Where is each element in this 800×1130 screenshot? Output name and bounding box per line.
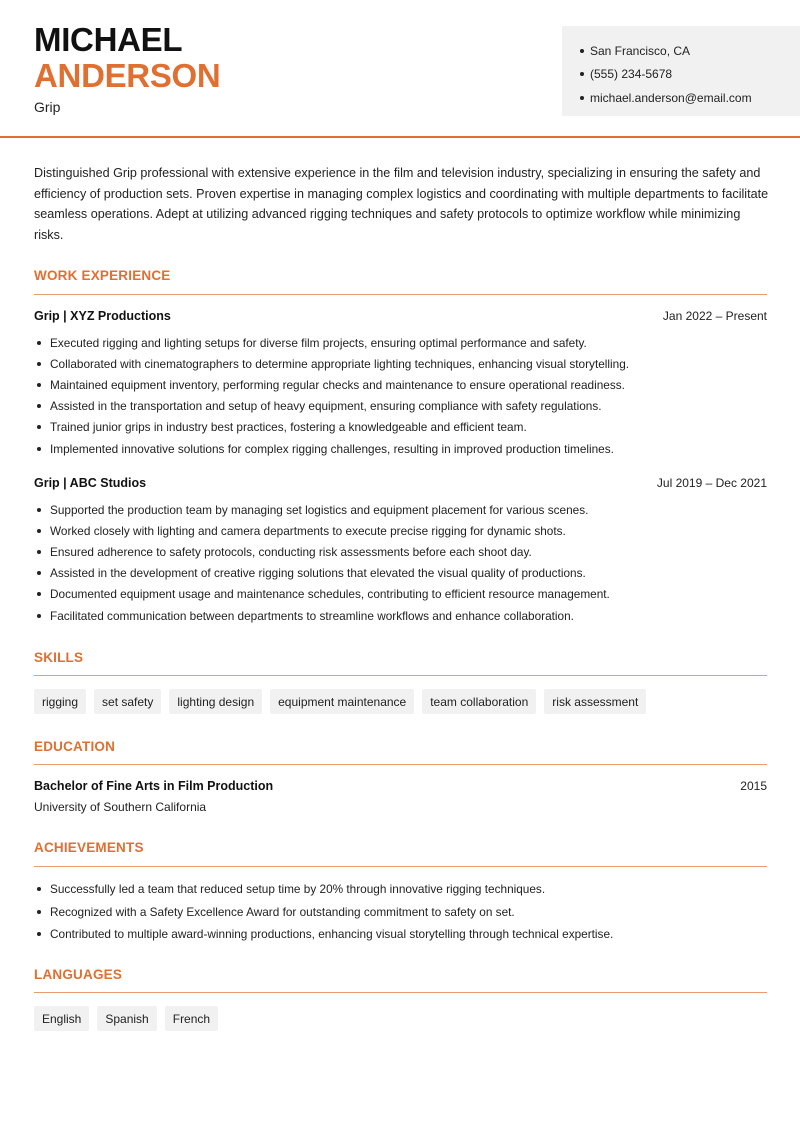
list-item: Executed rigging and lighting setups for diverse film projects, ensuring optimal performance and safety. — [34, 332, 774, 353]
section-divider — [34, 294, 767, 295]
bullet-icon — [580, 72, 584, 76]
last-name: ANDERSON — [34, 57, 221, 94]
skill-tag: rigging — [34, 689, 86, 714]
list-item: Assisted in the development of creative rigging solutions that elevated the visual quality of productions. — [34, 563, 774, 584]
list-item: Maintained equipment inventory, performing regular checks and maintenance to ensure operational readiness. — [34, 374, 774, 395]
job-bullets — [34, 332, 774, 459]
bullet-icon — [37, 404, 41, 408]
language-tag: English — [34, 1006, 89, 1031]
section-title-languages: LANGUAGES — [34, 967, 123, 982]
list-item: Implemented innovative solutions for complex rigging challenges, resulting in improved production timelines. — [34, 438, 774, 459]
job-date: Jul 2019 – Dec 2021 — [656, 476, 767, 490]
skill-tag: team collaboration — [422, 689, 536, 714]
bullet-icon — [37, 447, 41, 451]
section-title-achievements: ACHIEVEMENTS — [34, 840, 144, 855]
contact-location: San Francisco, CA — [580, 39, 800, 63]
section-title-work: WORK EXPERIENCE — [34, 268, 171, 283]
first-name: MICHAEL — [34, 21, 183, 58]
bullet-icon — [37, 910, 41, 914]
bullet-icon — [580, 96, 584, 100]
list-item: Trained junior grips in industry best practices, fostering a knowledgeable and efficient team. — [34, 417, 774, 438]
bullet-icon — [37, 425, 41, 429]
bullet-icon — [580, 49, 584, 53]
school-name: University of Southern California — [34, 800, 207, 814]
bullet-icon — [37, 614, 41, 618]
list-item: Assisted in the transportation and setup of heavy equipment, ensuring compliance with safety regulations. — [34, 396, 774, 417]
bullet-icon — [37, 362, 41, 366]
job-role: Grip | ABC Studios — [34, 476, 147, 490]
contact-box — [562, 26, 800, 116]
bullet-icon — [37, 383, 41, 387]
section-divider — [34, 764, 767, 765]
list-item: Successfully led a team that reduced setup time by 20% through innovative rigging techniques. — [34, 878, 774, 901]
list-item: Recognized with a Safety Excellence Award for outstanding commitment to safety on set. — [34, 901, 774, 924]
job-bullets — [34, 499, 774, 626]
skill-tag: equipment maintenance — [270, 689, 414, 714]
candidate-name — [34, 22, 220, 94]
bullet-icon — [37, 932, 41, 936]
job-title: Grip — [34, 99, 61, 115]
achievement-bullets — [34, 878, 774, 946]
list-item: Supported the production team by managing set logistics and equipment placement for various scenes. — [34, 499, 774, 520]
list-item: Collaborated with cinematographers to determine appropriate lighting techniques, enhancing visual storytelling. — [34, 353, 774, 374]
education-header — [34, 779, 767, 793]
language-tag: French — [165, 1006, 218, 1031]
bullet-icon — [37, 887, 41, 891]
bullet-icon — [37, 529, 41, 533]
list-item: Worked closely with lighting and camera departments to execute precise rigging for dynamic shots. — [34, 520, 774, 541]
skill-tag: risk assessment — [544, 689, 646, 714]
list-item: Facilitated communication between departments to streamline workflows and enhance collaboration. — [34, 605, 774, 626]
job-role: Grip | XYZ Productions — [34, 309, 171, 323]
contact-email[interactable]: michael.anderson@email.com — [580, 86, 800, 110]
job-header — [34, 476, 767, 490]
professional-summary: Distinguished Grip professional with extensive experience in the film and television industry, specializing in ensuring the safety and efficiency of production sets. Proven expertise in managing complex logistics and coordinating with multiple departments to facilitate seamless operations. Adept at utilizing advanced rigging techniques and safety protocols to optimize workflow while minimizing risks. — [34, 166, 769, 242]
section-title-skills: SKILLS — [34, 650, 84, 665]
bullet-icon — [37, 571, 41, 575]
resume-header — [0, 0, 800, 138]
section-divider — [34, 992, 767, 993]
list-item: Contributed to multiple award-winning productions, enhancing visual storytelling through technical expertise. — [34, 923, 774, 946]
skill-tag: set safety — [94, 689, 161, 714]
language-tag: Spanish — [97, 1006, 156, 1031]
language-tags — [34, 1006, 218, 1031]
job-date: Jan 2022 – Present — [662, 309, 767, 323]
contact-phone: (555) 234-5678 — [580, 63, 800, 87]
bullet-icon — [37, 341, 41, 345]
section-title-education: EDUCATION — [34, 739, 116, 754]
bullet-icon — [37, 592, 41, 596]
bullet-icon — [37, 550, 41, 554]
job-header — [34, 309, 767, 323]
list-item: Ensured adherence to safety protocols, conducting risk assessments before each shoot day. — [34, 541, 774, 562]
graduation-year: 2015 — [740, 779, 767, 793]
degree: Bachelor of Fine Arts in Film Production — [34, 779, 274, 793]
skills-tags — [34, 689, 646, 714]
bullet-icon — [37, 508, 41, 512]
section-divider — [34, 675, 767, 676]
skill-tag: lighting design — [169, 689, 262, 714]
list-item: Documented equipment usage and maintenance schedules, contributing to efficient resource management. — [34, 584, 774, 605]
section-divider — [34, 866, 767, 867]
